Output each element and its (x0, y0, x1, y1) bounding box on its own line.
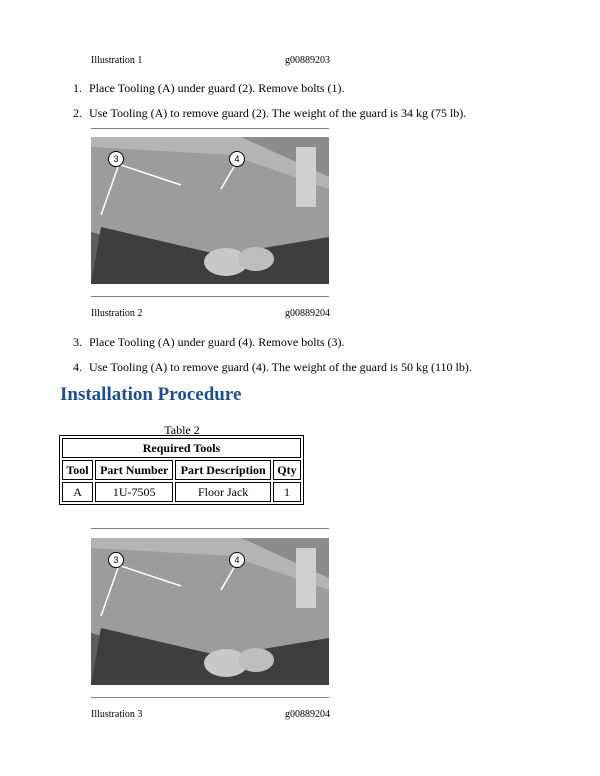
illustration-3-code: g00889204 (285, 709, 330, 720)
header-part-description: Part Description (175, 460, 270, 480)
guard-photo-illustration-2 (91, 137, 329, 284)
illustration-1-code: g00889203 (285, 55, 330, 66)
cell-part-description: Floor Jack (175, 482, 270, 502)
table-title: Required Tools (62, 438, 301, 458)
step-2-text: Use Tooling (A) to remove guard (2). The weight of the guard is 34 kg (75 lb). (89, 106, 467, 120)
callout-3: 3 (108, 151, 124, 167)
header-part-number: Part Number (95, 460, 173, 480)
header-tool: Tool (62, 460, 93, 480)
table-caption: Table 2 (164, 423, 200, 437)
table-title-row (62, 438, 301, 458)
divider (91, 528, 329, 529)
callout-4: 4 (229, 151, 245, 167)
illustration-3-label: Illustration 3 (91, 709, 143, 720)
cell-part-number: 1U-7505 (95, 482, 173, 502)
step-3-text: Place Tooling (A) under guard (4). Remove bolts (3). (89, 335, 345, 349)
step-1-number: 1. (73, 81, 82, 95)
step-2-number: 2. (73, 106, 82, 120)
callout-4: 4 (229, 552, 245, 568)
guard-photo-illustration-3 (91, 538, 329, 685)
table-row (62, 482, 301, 502)
required-tools-table (59, 435, 304, 505)
divider (91, 296, 329, 297)
divider (91, 697, 329, 698)
step-4-text: Use Tooling (A) to remove guard (4). The weight of the guard is 50 kg (110 lb). (89, 360, 472, 374)
callout-3: 3 (108, 552, 124, 568)
illustration-2-label: Illustration 2 (91, 308, 143, 319)
section-heading: Installation Procedure (60, 384, 242, 405)
step-3-number: 3. (73, 335, 82, 349)
illustration-2-code: g00889204 (285, 308, 330, 319)
step-4-number: 4. (73, 360, 82, 374)
cell-tool: A (62, 482, 93, 502)
divider (91, 128, 329, 129)
header-qty: Qty (273, 460, 301, 480)
step-1-text: Place Tooling (A) under guard (2). Remove bolts (1). (89, 81, 345, 95)
illustration-1-label: Illustration 1 (91, 55, 143, 66)
table-header-row (62, 460, 301, 480)
cell-qty: 1 (273, 482, 301, 502)
